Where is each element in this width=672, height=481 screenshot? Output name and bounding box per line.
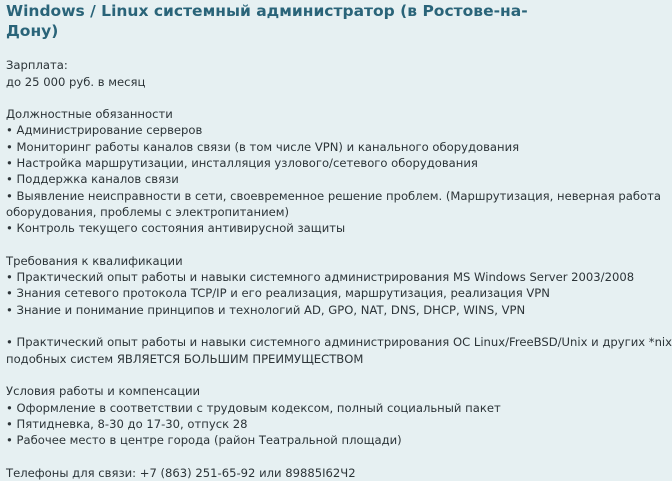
requirement-item: • Знание и понимание принципов и технологий AD, GPO, NAT, DNS, DHCP, WINS, VPN bbox=[6, 302, 598, 318]
duty-item: • Поддержка каналов связи bbox=[6, 171, 598, 187]
title-line-1: Windows / Linux системный администратор (в Ростове-на- bbox=[6, 2, 528, 20]
condition-item: • Рабочее место в центре города (район Театральной площади) bbox=[6, 432, 598, 448]
contact-phones: Телефоны для связи: +7 (863) 251-65-92 или 89885I62Ч2 bbox=[6, 465, 356, 480]
requirement-extra: • Практический опыт работы и навыки системного администрирования ОС Linux/FreeBSD/Unix и других *nix bbox=[6, 334, 598, 350]
page-title bbox=[6, 0, 598, 41]
requirement-item: • Практический опыт работы и навыки системного администрирования MS Windows Server 2003/2008 bbox=[6, 269, 598, 285]
conditions-heading: Условия работы и компенсации bbox=[6, 384, 201, 399]
requirement-item: • Знания сетевого протокола TCP/IP и его реализация, маршрутизация, реализация VPN bbox=[6, 285, 598, 301]
title-line-2: Дону) bbox=[6, 22, 59, 40]
duty-item: • Выявление неисправности в сети, своевременное решение проблем. (Маршрутизация, неверная работа bbox=[6, 188, 598, 204]
requirement-extra-continuation: подобных систем ЯВЛЯЕТСЯ БОЛЬШИМ ПРЕИМУЩЕСТВОМ bbox=[6, 351, 364, 366]
condition-item: • Оформление в соответствии с трудовым кодексом, полный социальный пакет bbox=[6, 400, 598, 416]
duty-item-continuation: оборудования, проблемы с электропитанием) bbox=[6, 204, 290, 219]
duty-item: • Мониторинг работы каналов связи (в том числе VPN) и канального оборудования bbox=[6, 139, 598, 155]
duty-item: • Администрирование серверов bbox=[6, 122, 598, 138]
duty-item: • Контроль текущего состояния антивирусной защиты bbox=[6, 220, 598, 236]
posting-body bbox=[6, 41, 672, 481]
requirements-heading: Требования к квалификации bbox=[6, 253, 183, 268]
duties-heading: Должностные обязанности bbox=[6, 107, 173, 122]
salary-value: до 25 000 руб. в месяц bbox=[6, 74, 146, 89]
salary-label: Зарплата: bbox=[6, 58, 68, 73]
condition-item: • Пятидневка, 8-30 до 17-30, отпуск 28 bbox=[6, 416, 598, 432]
duty-item: • Настройка маршрутизации, инсталляция узлового/сетевого оборудования bbox=[6, 155, 598, 171]
